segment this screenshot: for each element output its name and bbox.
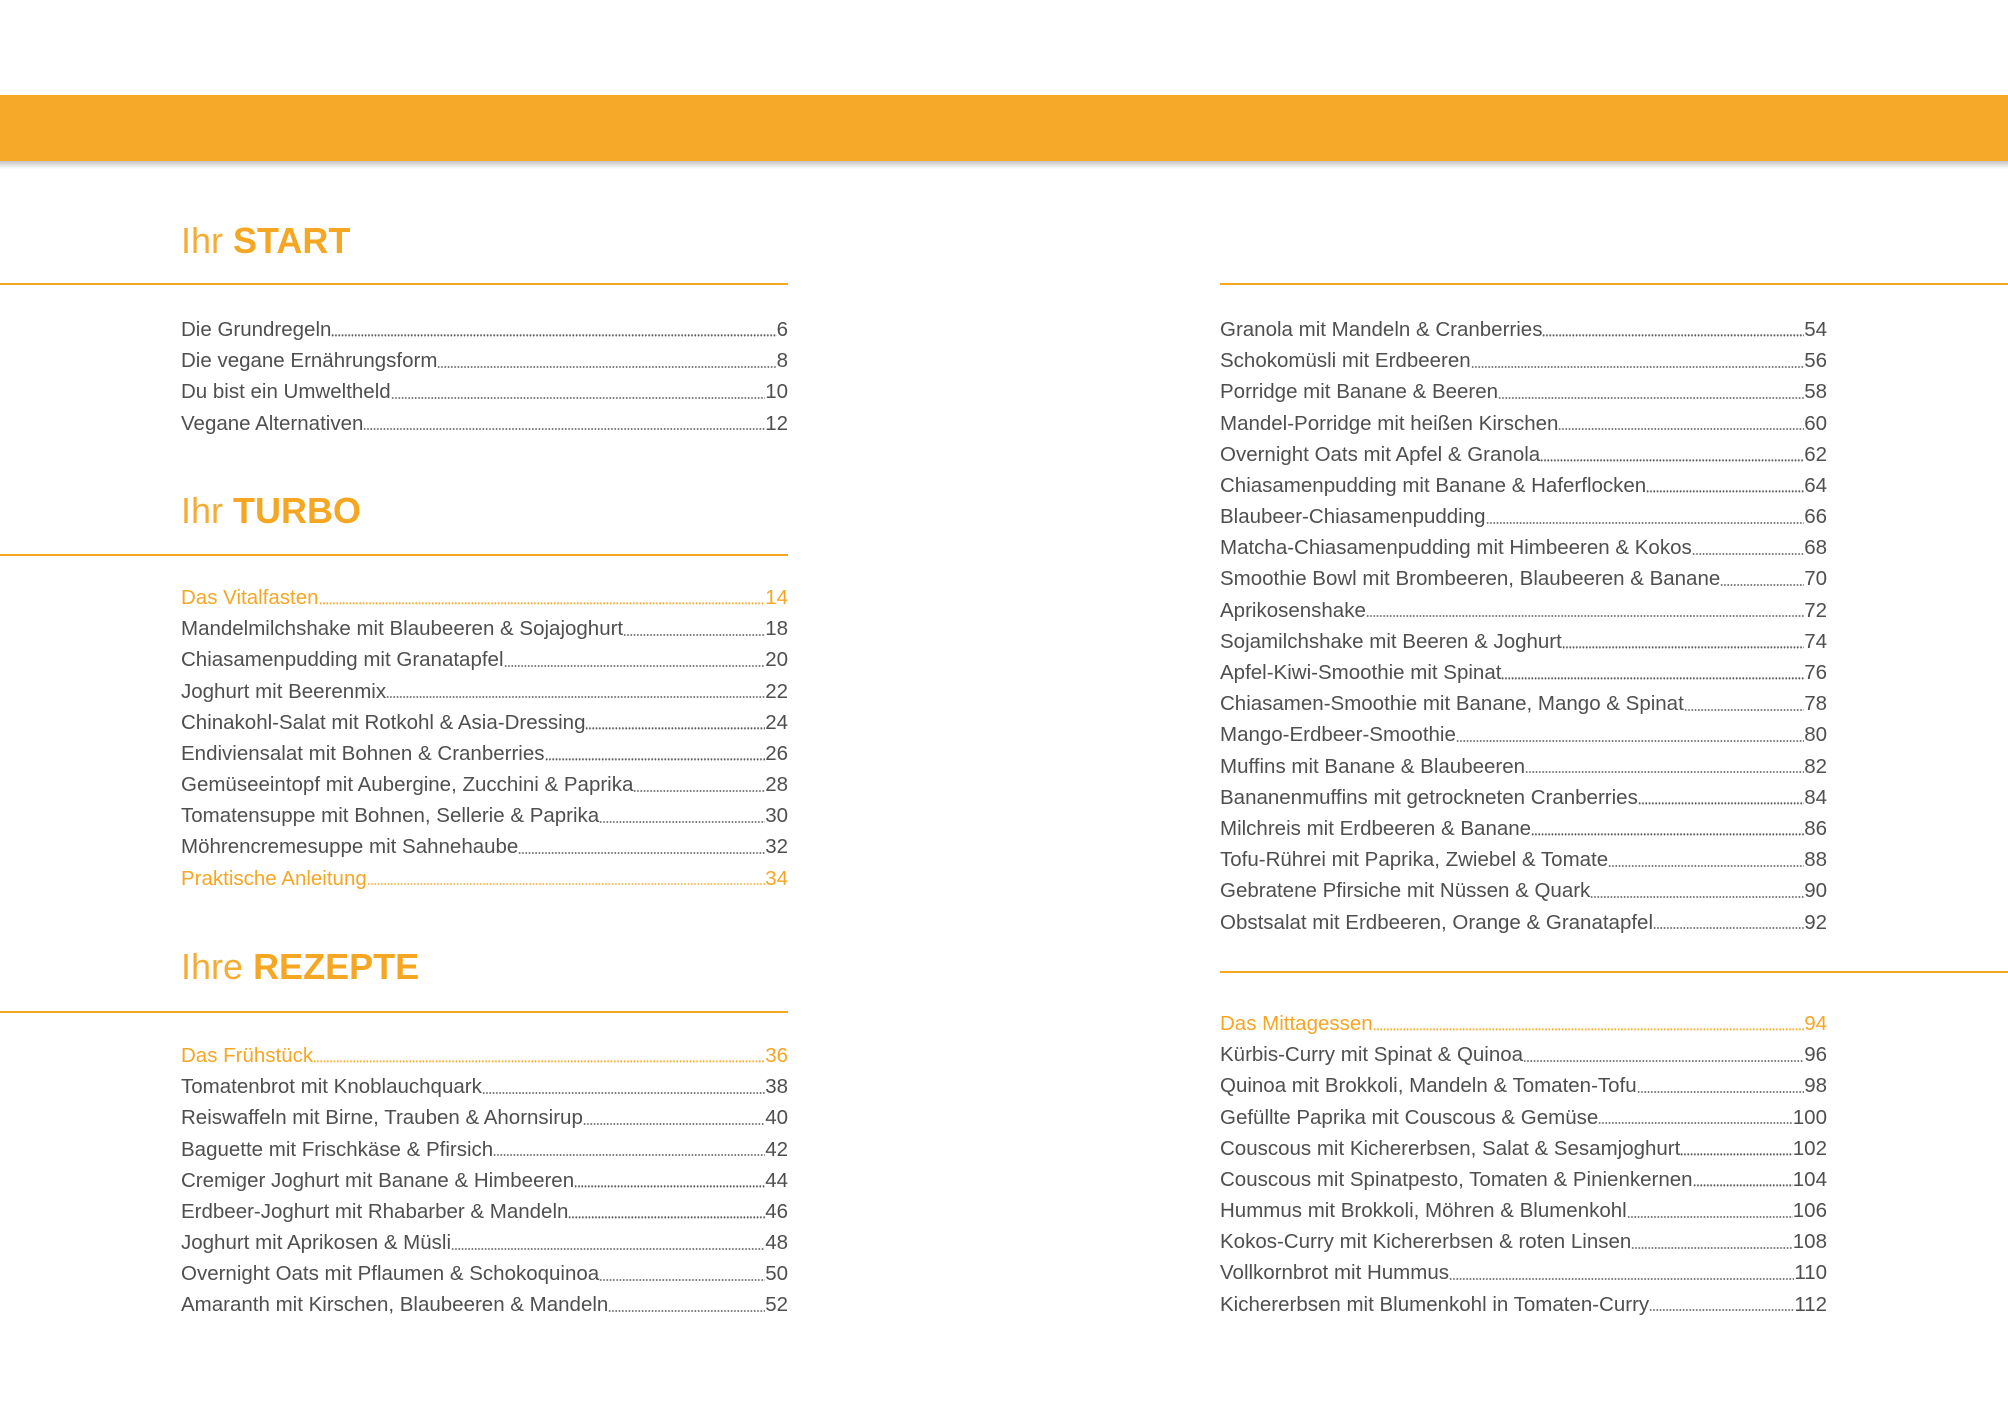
dot-leader (1456, 740, 1804, 742)
toc-entry-page-number: 36 (765, 1043, 788, 1067)
toc-entry-page-number: 14 (765, 585, 788, 609)
toc-entry (1220, 470, 1827, 501)
toc-entry-page-number: 90 (1804, 879, 1827, 903)
toc-entry-page-number: 100 (1792, 1105, 1827, 1129)
toc-entry-page-number: 86 (1804, 816, 1827, 840)
dot-leader (1498, 397, 1804, 399)
dot-leader (1486, 522, 1805, 524)
dot-leader (1540, 459, 1804, 461)
heading-prefix: Ihre (181, 946, 244, 987)
dot-leader (1373, 1028, 1805, 1030)
dot-leader (633, 790, 765, 792)
toc-entry (1220, 1039, 1827, 1070)
toc-entry-page-number: 78 (1804, 692, 1827, 716)
toc-entry-title: Mango-Erdbeer-Smoothie (1220, 723, 1456, 747)
toc-entry-page-number: 80 (1804, 723, 1827, 747)
toc-entry (1220, 314, 1827, 345)
header-band (0, 95, 2008, 161)
toc-entry-page-number: 88 (1804, 848, 1827, 872)
toc-entry-page-number: 50 (765, 1262, 788, 1286)
dot-leader (1590, 896, 1804, 898)
toc-entry (181, 376, 788, 407)
toc-entry-title: Tofu-Rührei mit Paprika, Zwiebel & Tomate (1220, 848, 1609, 872)
toc-entry-page-number: 10 (765, 380, 788, 404)
toc-entry (1220, 688, 1827, 719)
toc-entry-page-number: 48 (765, 1231, 788, 1255)
toc-entry-title: Chinakohl-Salat mit Rotkohl & Asia-Dressing (181, 710, 586, 734)
toc-entry (181, 1165, 788, 1196)
toc-entry-title: Matcha-Chiasamenpudding mit Himbeeren & Kokos (1220, 536, 1692, 560)
dot-leader (1562, 646, 1804, 648)
toc-entry (1220, 1226, 1827, 1257)
toc-entry-title: Du bist ein Umweltheld (181, 380, 391, 404)
toc-entry (1220, 408, 1827, 439)
toc-entry-title: Overnight Oats mit Pflaumen & Schokoquinoa (181, 1262, 600, 1286)
dot-leader (623, 634, 765, 636)
toc-list-start (181, 314, 788, 439)
toc-entry-page-number: 30 (765, 804, 788, 828)
toc-entry-page-number: 74 (1804, 629, 1827, 653)
toc-entry (1220, 501, 1827, 532)
dot-leader (1471, 366, 1805, 368)
dot-leader (608, 1310, 765, 1312)
toc-entry (181, 613, 788, 644)
heading-prefix: Ihr (181, 220, 224, 261)
dot-leader (319, 602, 766, 604)
toc-entry-title: Granola mit Mandeln & Cranberries (1220, 317, 1543, 341)
dot-leader (1598, 1122, 1793, 1124)
dot-leader (1680, 1153, 1792, 1155)
dot-leader (545, 758, 766, 760)
toc-entry (1220, 782, 1827, 813)
toc-entry-page-number: 70 (1804, 567, 1827, 591)
toc-entry-title: Mandel-Porridge mit heißen Kirschen (1220, 411, 1559, 435)
toc-list-lunch (1220, 1008, 1827, 1320)
toc-entry-title: Bananenmuffins mit getrockneten Cranberries (1220, 785, 1638, 809)
toc-entry-title: Endiviensalat mit Bohnen & Cranberries (181, 741, 545, 765)
toc-entry-title: Kichererbsen mit Blumenkohl in Tomaten-Curry (1220, 1292, 1650, 1316)
toc-entry-page-number: 72 (1804, 598, 1827, 622)
toc-entry-title: Kürbis-Curry mit Spinat & Quinoa (1220, 1043, 1524, 1067)
dot-leader (1542, 334, 1804, 336)
toc-entry-title: Joghurt mit Beerenmix (181, 679, 387, 703)
toc-entry-page-number: 40 (765, 1106, 788, 1130)
section-divider (0, 1011, 788, 1013)
toc-entry-title: Couscous mit Kichererbsen, Salat & Sesamjoghurt (1220, 1136, 1681, 1160)
dot-leader (1692, 553, 1804, 555)
section-heading-start (181, 220, 351, 261)
toc-entry-title: Schokomüsli mit Erdbeeren (1220, 349, 1471, 373)
toc-entry-title: Muffins mit Banane & Blaubeeren (1220, 754, 1526, 778)
toc-entry (181, 800, 788, 831)
toc-entry-page-number: 22 (765, 679, 788, 703)
toc-entry-title: Kokos-Curry mit Kichererbsen & roten Linsen (1220, 1230, 1632, 1254)
toc-entry (181, 832, 788, 863)
dot-leader (493, 1154, 765, 1156)
toc-entry (1220, 875, 1827, 906)
dot-leader (367, 883, 765, 885)
dot-leader (599, 821, 765, 823)
toc-entry-page-number: 38 (765, 1075, 788, 1099)
toc-entry-title: Erdbeer-Joghurt mit Rhabarber & Mandeln (181, 1199, 569, 1223)
toc-entry-title: Chiasamen-Smoothie mit Banane, Mango & Spinat (1220, 692, 1684, 716)
toc-entry-page-number: 62 (1804, 442, 1827, 466)
toc-entry-title: Praktische Anleitung (181, 866, 367, 890)
toc-entry (1220, 907, 1827, 938)
toc-entry (181, 738, 788, 769)
heading-title: REZEPTE (253, 946, 420, 987)
toc-entry-page-number: 18 (765, 617, 788, 641)
toc-entry (181, 345, 788, 376)
toc-entry (1220, 1195, 1827, 1226)
toc-entry-page-number: 68 (1804, 536, 1827, 560)
dot-leader (583, 1123, 765, 1125)
toc-entry-title: Vegane Alternativen (181, 411, 364, 435)
dot-leader (1501, 677, 1804, 679)
dot-leader (451, 1248, 765, 1250)
toc-entry (1220, 564, 1827, 595)
toc-entry (1220, 844, 1827, 875)
toc-entry (1220, 439, 1827, 470)
toc-entry-page-number: 44 (765, 1168, 788, 1192)
toc-entry-page-number: 54 (1804, 317, 1827, 341)
toc-entry-page-number: 20 (765, 648, 788, 672)
toc-entry-title: Smoothie Bowl mit Brombeeren, Blaubeeren & Banane (1220, 567, 1721, 591)
toc-entry-title: Amaranth mit Kirschen, Blaubeeren & Mandeln (181, 1293, 609, 1317)
dot-leader (1608, 865, 1804, 867)
toc-entry-page-number: 108 (1792, 1230, 1827, 1254)
toc-entry-page-number: 98 (1804, 1074, 1827, 1098)
dot-leader (585, 727, 765, 729)
toc-entry-title: Sojamilchshake mit Beeren & Joghurt (1220, 629, 1562, 653)
toc-entry (181, 1071, 788, 1102)
toc-entry (1220, 1070, 1827, 1101)
dot-leader (391, 397, 766, 399)
toc-entry-title: Quinoa mit Brokkoli, Mandeln & Tomaten-Tofu (1220, 1074, 1637, 1098)
toc-entry-page-number: 66 (1804, 505, 1827, 529)
toc-list-rezepte (181, 1040, 788, 1321)
toc-entry (1220, 1258, 1827, 1289)
toc-entry-page-number: 42 (765, 1137, 788, 1161)
toc-entry-page-number: 52 (765, 1293, 788, 1317)
section-divider (1220, 971, 2008, 973)
dot-leader (482, 1092, 765, 1094)
toc-entry-title: Obstsalat mit Erdbeeren, Orange & Granatapfel (1220, 910, 1654, 934)
dot-leader (1525, 771, 1804, 773)
dot-leader (1646, 490, 1804, 492)
toc-entry-title: Gebratene Pfirsiche mit Nüssen & Quark (1220, 879, 1591, 903)
dot-leader (1523, 1060, 1804, 1062)
toc-entry (1220, 719, 1827, 750)
toc-entry-page-number: 24 (765, 710, 788, 734)
toc-entry-title: Die Grundregeln (181, 317, 332, 341)
toc-entry-page-number: 32 (765, 835, 788, 859)
toc-entry (1220, 1133, 1827, 1164)
dot-leader (1637, 1091, 1805, 1093)
section-heading-rezepte (181, 946, 420, 987)
dot-leader (1649, 1309, 1794, 1311)
dot-leader (1720, 584, 1804, 586)
toc-entry-title: Chiasamenpudding mit Granatapfel (181, 648, 504, 672)
toc-entry-title: Hummus mit Brokkoli, Möhren & Blumenkohl (1220, 1199, 1627, 1223)
toc-entry-page-number: 84 (1804, 785, 1827, 809)
section-heading-turbo (181, 490, 362, 531)
toc-entry (181, 676, 788, 707)
toc-entry (1220, 595, 1827, 626)
dot-leader (1627, 1216, 1793, 1218)
toc-entry (1220, 345, 1827, 376)
toc-entry (1220, 1164, 1827, 1195)
toc-chapter-entry (181, 1040, 788, 1071)
toc-entry-page-number: 96 (1804, 1043, 1827, 1067)
toc-list-breakfast-continued (1220, 314, 1827, 938)
toc-entry-title: Joghurt mit Aprikosen & Müsli (181, 1231, 452, 1255)
section-divider (0, 283, 788, 285)
toc-entry-title: Overnight Oats mit Apfel & Granola (1220, 442, 1541, 466)
toc-entry (181, 1102, 788, 1133)
toc-entry-title: Möhrencremesuppe mit Sahnehaube (181, 835, 519, 859)
dot-leader (363, 428, 765, 430)
toc-entry-page-number: 104 (1792, 1167, 1827, 1191)
toc-entry-page-number: 102 (1792, 1136, 1827, 1160)
dot-leader (437, 366, 776, 368)
header-band-shadow (0, 161, 2008, 169)
section-divider (1220, 283, 2008, 285)
heading-title: TURBO (233, 490, 362, 531)
toc-entry-page-number: 26 (765, 741, 788, 765)
toc-entry (181, 644, 788, 675)
toc-entry (1220, 657, 1827, 688)
toc-entry-title: Couscous mit Spinatpesto, Tomaten & Pinienkernen (1220, 1167, 1693, 1191)
toc-entry (1220, 1289, 1827, 1320)
toc-entry-page-number: 110 (1794, 1261, 1827, 1285)
dot-leader (518, 852, 765, 854)
toc-entry-page-number: 58 (1804, 380, 1827, 404)
toc-entry-page-number: 12 (765, 411, 788, 435)
toc-entry-page-number: 6 (776, 317, 788, 341)
dot-leader (313, 1060, 765, 1062)
dot-leader (1531, 833, 1804, 835)
toc-entry (181, 1290, 788, 1321)
toc-entry-title: Aprikosenshake (1220, 598, 1366, 622)
toc-entry (181, 769, 788, 800)
toc-entry-page-number: 92 (1804, 910, 1827, 934)
toc-entry-page-number: 8 (776, 349, 788, 373)
toc-entry-page-number: 82 (1804, 754, 1827, 778)
toc-entry (1220, 751, 1827, 782)
toc-entry-page-number: 28 (765, 773, 788, 797)
toc-entry-title: Baguette mit Frischkäse & Pfirsich (181, 1137, 494, 1161)
section-divider (0, 554, 788, 556)
toc-entry (1220, 626, 1827, 657)
toc-entry-page-number: 56 (1804, 349, 1827, 373)
toc-entry-page-number: 94 (1804, 1011, 1827, 1035)
toc-entry (181, 1227, 788, 1258)
toc-chapter-entry (181, 582, 788, 613)
dot-leader (1693, 1184, 1793, 1186)
toc-entry-title: Das Vitalfasten (181, 585, 319, 609)
toc-entry-title: Apfel-Kiwi-Smoothie mit Spinat (1220, 661, 1502, 685)
toc-entry (181, 1196, 788, 1227)
toc-entry-title: Vollkornbrot mit Hummus (1220, 1261, 1449, 1285)
dot-leader (1631, 1247, 1792, 1249)
toc-entry-title: Gemüseeintopf mit Aubergine, Zucchini & Paprika (181, 773, 634, 797)
toc-entry (181, 408, 788, 439)
toc-entry-title: Mandelmilchshake mit Blaubeeren & Sojajoghurt (181, 617, 624, 641)
toc-entry-title: Gefüllte Paprika mit Couscous & Gemüse (1220, 1105, 1599, 1129)
dot-leader (1366, 615, 1804, 617)
toc-entry (1220, 376, 1827, 407)
toc-entry (181, 314, 788, 345)
heading-prefix: Ihr (181, 490, 224, 531)
heading-title: START (233, 220, 351, 261)
dot-leader (1653, 927, 1804, 929)
toc-entry (181, 1258, 788, 1289)
toc-entry-title: Milchreis mit Erdbeeren & Banane (1220, 816, 1532, 840)
toc-entry (1220, 813, 1827, 844)
dot-leader (599, 1279, 765, 1281)
toc-entry-page-number: 60 (1804, 411, 1827, 435)
toc-chapter-entry (181, 863, 788, 894)
toc-entry-page-number: 106 (1792, 1199, 1827, 1223)
dot-leader (386, 696, 765, 698)
toc-entry-title: Das Frühstück (181, 1043, 314, 1067)
toc-entry (181, 1134, 788, 1165)
toc-entry (1220, 532, 1827, 563)
toc-entry-page-number: 112 (1794, 1292, 1827, 1316)
dot-leader (574, 1185, 765, 1187)
toc-list-turbo (181, 582, 788, 894)
toc-entry-title: Chiasamenpudding mit Banane & Haferflocken (1220, 473, 1647, 497)
toc-entry-title: Cremiger Joghurt mit Banane & Himbeeren (181, 1168, 575, 1192)
toc-entry-title: Blaubeer-Chiasamenpudding (1220, 505, 1486, 529)
dot-leader (1638, 802, 1804, 804)
toc-entry-page-number: 76 (1804, 661, 1827, 685)
toc-chapter-entry (1220, 1008, 1827, 1039)
toc-entry-page-number: 34 (765, 866, 788, 890)
dot-leader (568, 1216, 765, 1218)
toc-entry-title: Tomatensuppe mit Bohnen, Sellerie & Paprika (181, 804, 600, 828)
toc-entry (181, 707, 788, 738)
dot-leader (1684, 709, 1804, 711)
toc-entry-page-number: 64 (1804, 473, 1827, 497)
toc-entry-page-number: 46 (765, 1199, 788, 1223)
dot-leader (1558, 428, 1804, 430)
toc-entry-title: Reiswaffeln mit Birne, Trauben & Ahornsirup (181, 1106, 583, 1130)
toc-entry-title: Die vegane Ernährungsform (181, 349, 438, 373)
dot-leader (331, 334, 776, 336)
toc-entry-title: Das Mittagessen (1220, 1011, 1373, 1035)
toc-entry-title: Porridge mit Banane & Beeren (1220, 380, 1499, 404)
toc-entry-title: Tomatenbrot mit Knoblauchquark (181, 1075, 482, 1099)
dot-leader (504, 665, 766, 667)
toc-entry (1220, 1102, 1827, 1133)
dot-leader (1449, 1278, 1794, 1280)
